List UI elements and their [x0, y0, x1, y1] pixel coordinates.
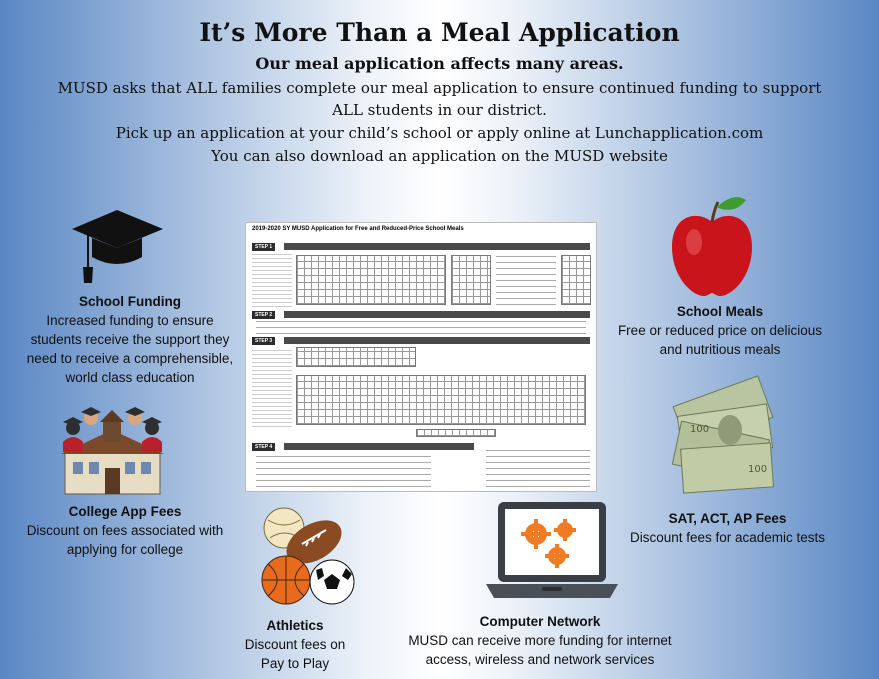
apple-icon	[668, 192, 756, 300]
athletics-heading: Athletics	[266, 618, 324, 633]
form-grid	[296, 255, 446, 305]
sat-fees-block	[610, 509, 845, 547]
school-funding-heading: School Funding	[79, 294, 181, 309]
school-funding-line: Increased funding to ensure	[46, 313, 214, 328]
school-meals-line: and nutritious meals	[659, 342, 781, 357]
money-stack-icon	[668, 372, 783, 497]
school-meals-heading: School Meals	[676, 304, 764, 319]
intro-line-4: You can also download an application on the MUSD website	[211, 147, 668, 165]
form-step-2: STEP 2	[252, 311, 275, 319]
school-meals-block	[600, 302, 840, 359]
computer-network-block	[390, 612, 690, 669]
laptop-gears-icon	[482, 498, 622, 606]
form-grid	[296, 375, 586, 425]
svg-text:100: 100	[748, 464, 768, 475]
sports-balls-icon	[258, 498, 358, 610]
form-lines	[256, 320, 586, 334]
form-step-1: STEP 1	[252, 243, 275, 251]
college-fees-heading: College App Fees	[68, 504, 182, 519]
page-title: It’s More Than a Meal Application	[199, 18, 680, 47]
form-lines	[486, 445, 590, 487]
svg-text:100: 100	[690, 424, 710, 435]
computer-network-line: access, wireless and network services	[425, 652, 655, 667]
athletics-line: Pay to Play	[260, 656, 330, 671]
college-fees-line: Discount on fees associated with	[26, 523, 224, 538]
form-side-text	[252, 253, 292, 307]
page-subtitle: Our meal application affects many areas.	[255, 54, 624, 73]
form-title: 2019-2020 SY MUSD Application for Free and Reduced-Price School Meals	[252, 226, 464, 232]
college-fees-line: applying for college	[66, 542, 184, 557]
sat-fees-line: Discount fees for academic tests	[629, 530, 826, 545]
form-side-text	[252, 347, 292, 427]
athletics-line: Discount fees on	[244, 637, 346, 652]
computer-network-line: MUSD can receive more funding for internet	[408, 633, 672, 648]
form-grid	[561, 255, 591, 305]
form-grid	[416, 429, 496, 437]
form-bar	[284, 243, 590, 250]
computer-network-heading: Computer Network	[479, 614, 601, 629]
school-funding-line: students receive the support they	[30, 332, 230, 347]
form-grid	[451, 255, 491, 305]
intro-line-3: Pick up an application at your child’s school or apply online at Lunchapplication.com	[115, 124, 764, 142]
form-bar	[284, 337, 590, 344]
intro-line-1: MUSD asks that ALL families complete our meal application to ensure continued funding to support	[57, 79, 822, 97]
school-funding-block	[20, 292, 240, 387]
college-building-icon	[55, 402, 170, 497]
sat-fees-heading: SAT, ACT, AP Fees	[668, 511, 787, 526]
college-fees-block	[10, 502, 240, 559]
form-lines	[256, 453, 431, 487]
school-funding-line: world class education	[65, 370, 195, 385]
form-bar	[284, 311, 590, 318]
form-bar	[284, 443, 474, 450]
form-step-4: STEP 4	[252, 443, 275, 451]
form-grid	[296, 347, 416, 367]
athletics-block	[230, 616, 360, 673]
form-step-3: STEP 3	[252, 337, 275, 345]
school-meals-line: Free or reduced price on delicious	[617, 323, 823, 338]
form-lines	[496, 255, 556, 305]
graduation-cap-icon	[70, 205, 165, 290]
school-funding-line: need to receive a comprehensible,	[26, 351, 234, 366]
meal-application-form-image	[245, 222, 597, 492]
intro-line-2: ALL students in our district.	[332, 101, 547, 119]
